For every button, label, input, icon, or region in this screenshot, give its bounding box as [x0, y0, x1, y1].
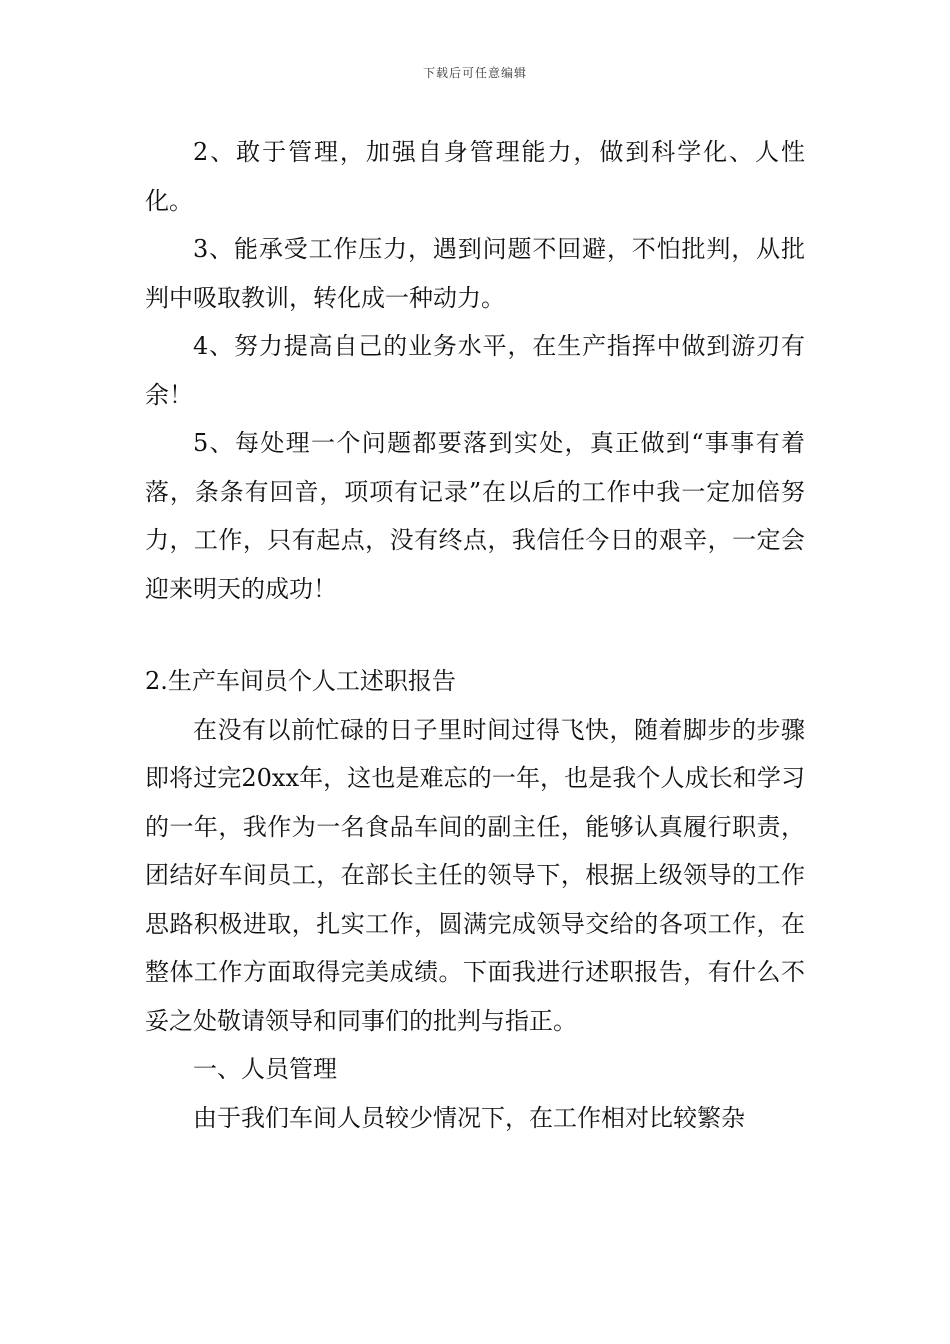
list-item-4: 4、努力提高自己的业务水平，在生产指挥中做到游刃有余！: [145, 332, 805, 409]
list-item-3: 3、能承受工作压力，遇到问题不回避，不怕批判，从批判中吸取教训，转化成一种动力。: [145, 235, 805, 312]
body-paragraph: 由于我们车间人员较少情况下，在工作相对比较繁杂: [193, 1103, 745, 1132]
subheading-personnel: 一、人员管理: [193, 1055, 337, 1083]
intro-paragraph: 在没有以前忙碌的日子里时间过得飞快，随着脚步的步骤即将过完20xx年，这也是难忘的一年，也是我个人成长和学习的一年，我作为一名食品车间的副主任，能够认真履行职责，团结好车间员工，在部长主任的领导下，根据上级领导的工作思路积极进取，扎实工作，圆满完成领导交给的各项工作，在整体工作方面取得完美成绩。下面我进行述职报告，有什么不妥之处敬请领导和同事们的批判与指正。: [145, 715, 805, 1035]
list-item-2: 2、敢于管理，加强自身管理能力，做到科学化、人性化。: [145, 138, 805, 215]
document-body: [145, 128, 805, 1142]
list-item-5: 5、每处理一个问题都要落到实处，真正做到“事事有着落，条条有回音，项项有记录”在以后的工作中我一定加倍努力，工作，只有起点，没有终点，我信任今日的艰辛，一定会迎来明天的成功！: [145, 429, 805, 603]
page-header: 下载后可任意编辑: [422, 66, 527, 80]
section-gap: [145, 613, 805, 657]
section-title: 2.生产车间员个人工述职报告: [145, 667, 456, 695]
